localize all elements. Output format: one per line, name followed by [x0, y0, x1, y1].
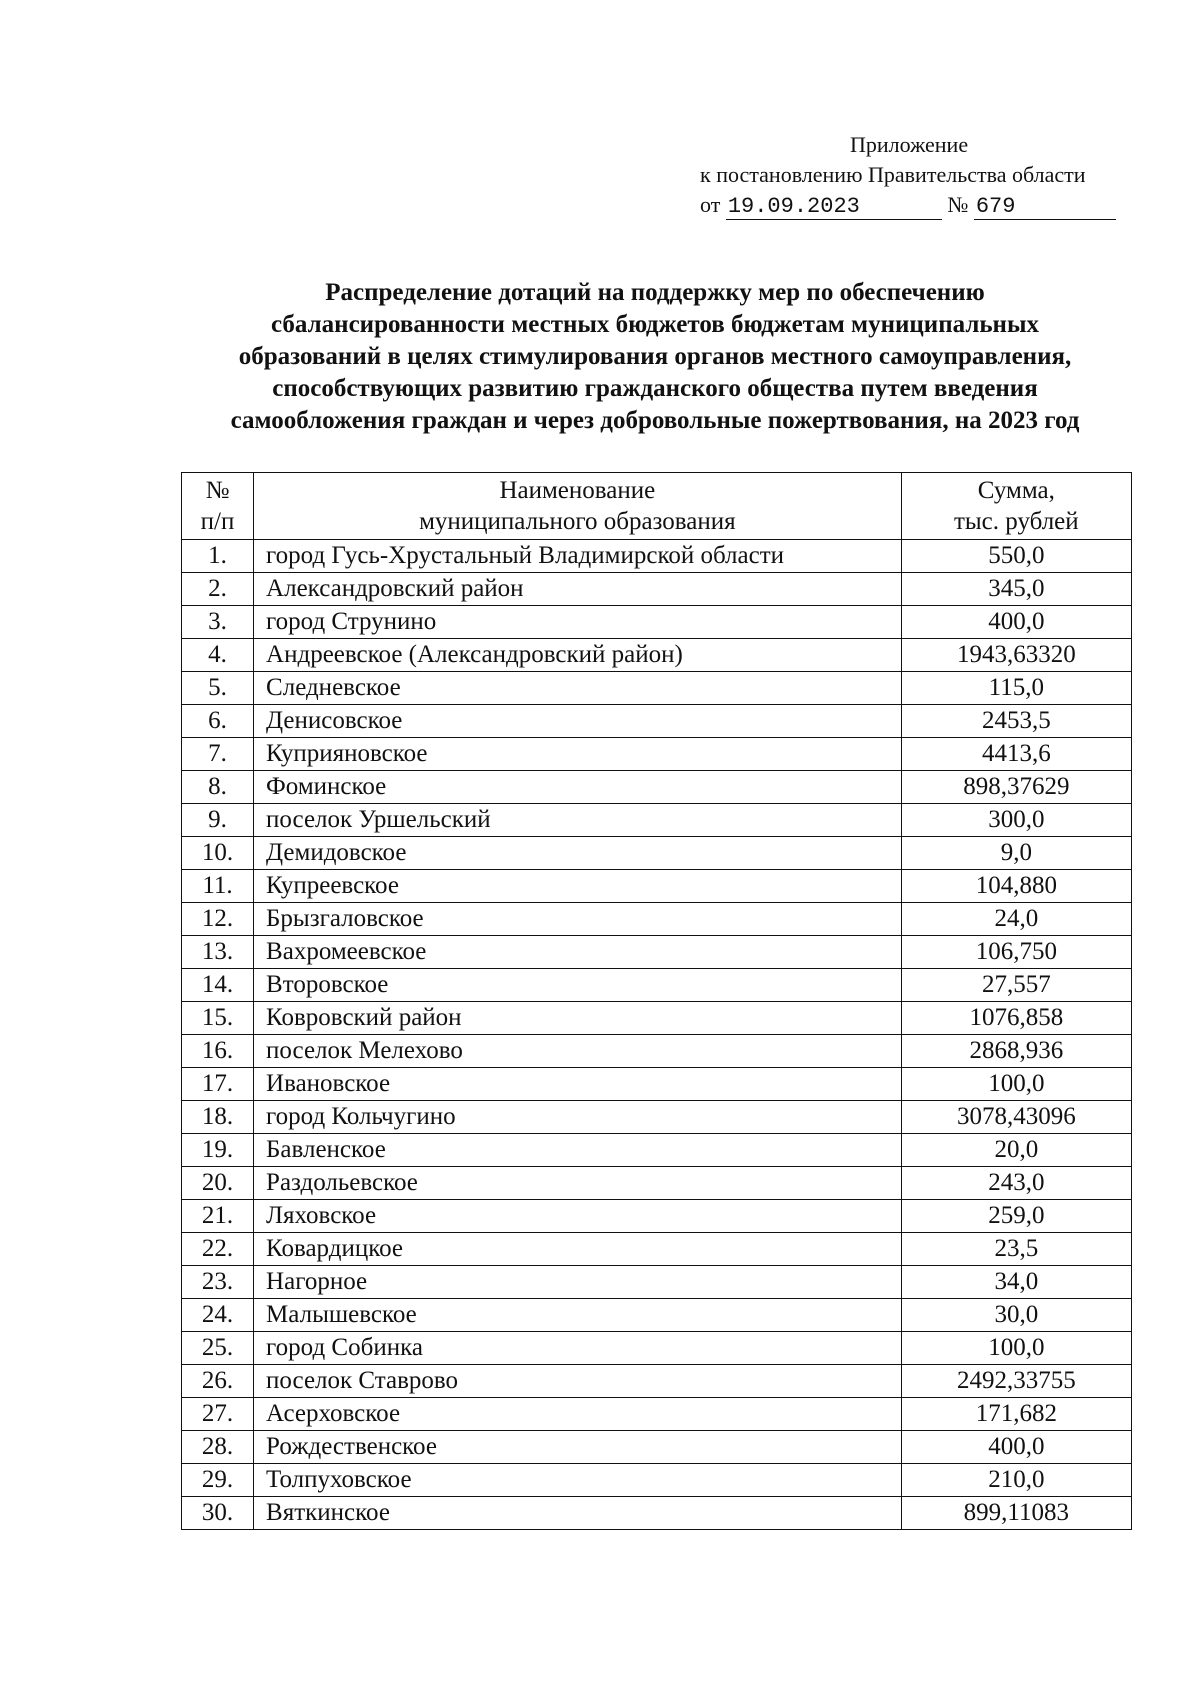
row-number: 2.: [182, 573, 254, 606]
row-number: 20.: [182, 1167, 254, 1200]
allocation-sum: 210,0: [901, 1464, 1131, 1497]
appendix-heading: Приложение: [850, 132, 969, 157]
allocation-sum: 115,0: [901, 672, 1131, 705]
table-row: [182, 540, 1132, 573]
row-number: 26.: [182, 1365, 254, 1398]
municipality-name: Следневское: [254, 672, 902, 705]
allocation-sum: 171,682: [901, 1398, 1131, 1431]
header-number-line1: №: [205, 477, 230, 504]
row-number: 15.: [182, 1002, 254, 1035]
municipality-name: Ковардицкое: [254, 1233, 902, 1266]
allocation-sum: 30,0: [901, 1299, 1131, 1332]
table-row: [182, 1200, 1132, 1233]
appendix-date-number-line: [700, 190, 1130, 220]
table-row: [182, 672, 1132, 705]
municipality-name: поселок Ставрово: [254, 1365, 902, 1398]
header-name-line2: муниципального образования: [419, 508, 736, 535]
table-header-row: [182, 473, 1132, 540]
row-number: 4.: [182, 639, 254, 672]
table-row: [182, 903, 1132, 936]
table-row: [182, 1101, 1132, 1134]
row-number: 12.: [182, 903, 254, 936]
table-row: [182, 606, 1132, 639]
table-row: [182, 1332, 1132, 1365]
municipality-name: Ковровский район: [254, 1002, 902, 1035]
allocation-sum: 550,0: [901, 540, 1131, 573]
municipality-name: город Кольчугино: [254, 1101, 902, 1134]
allocation-sum: 259,0: [901, 1200, 1131, 1233]
header-number-line2: п/п: [200, 508, 235, 535]
allocation-sum: 400,0: [901, 606, 1131, 639]
row-number: 5.: [182, 672, 254, 705]
municipality-name: Рождественское: [254, 1431, 902, 1464]
title-line: сбалансированности местных бюджетов бюджетам муниципальных: [271, 311, 1039, 338]
allocation-sum: 345,0: [901, 573, 1131, 606]
row-number: 8.: [182, 771, 254, 804]
row-number: 18.: [182, 1101, 254, 1134]
table-row: [182, 1398, 1132, 1431]
header-sum-line2: тыс. рублей: [953, 508, 1079, 535]
table-row: [182, 804, 1132, 837]
municipality-name: город Струнино: [254, 606, 902, 639]
title-line: способствующих развитию гражданского общества путем введения: [272, 375, 1038, 402]
table-row: [182, 1167, 1132, 1200]
municipality-name: поселок Мелехово: [254, 1035, 902, 1068]
table-row: [182, 573, 1132, 606]
table-body: [182, 540, 1132, 1530]
row-number: 13.: [182, 936, 254, 969]
allocation-sum: 3078,43096: [901, 1101, 1131, 1134]
header-number: [182, 473, 254, 540]
municipality-name: поселок Уршельский: [254, 804, 902, 837]
municipality-name: Андреевское (Александровский район): [254, 639, 902, 672]
allocation-sum: 2453,5: [901, 705, 1131, 738]
allocation-sum: 100,0: [901, 1068, 1131, 1101]
municipality-name: Куприяновское: [254, 738, 902, 771]
table-row: [182, 1431, 1132, 1464]
allocation-sum: 400,0: [901, 1431, 1131, 1464]
allocation-sum: 1943,63320: [901, 639, 1131, 672]
allocation-sum: 898,37629: [901, 771, 1131, 804]
row-number: 6.: [182, 705, 254, 738]
row-number: 25.: [182, 1332, 254, 1365]
table-row: [182, 1266, 1132, 1299]
date-prefix: от: [700, 192, 721, 217]
title-line: Распределение дотаций на поддержку мер по обеспечению: [325, 279, 985, 306]
row-number: 21.: [182, 1200, 254, 1233]
table-row: [182, 1365, 1132, 1398]
row-number: 9.: [182, 804, 254, 837]
resolution-date: 19.09.2023: [726, 195, 942, 220]
row-number: 29.: [182, 1464, 254, 1497]
row-number: 16.: [182, 1035, 254, 1068]
municipality-name: Асерховское: [254, 1398, 902, 1431]
municipality-name: Бавленское: [254, 1134, 902, 1167]
table-row: [182, 1299, 1132, 1332]
table-row: [182, 1233, 1132, 1266]
table-row: [182, 738, 1132, 771]
allocation-sum: 1076,858: [901, 1002, 1131, 1035]
row-number: 14.: [182, 969, 254, 1002]
municipality-name: Демидовское: [254, 837, 902, 870]
allocation-sum: 27,557: [901, 969, 1131, 1002]
header-name: [254, 473, 902, 540]
table-row: [182, 1497, 1132, 1530]
table-row: [182, 1464, 1132, 1497]
allocation-sum: 106,750: [901, 936, 1131, 969]
allocation-sum: 104,880: [901, 870, 1131, 903]
municipality-name: Второвское: [254, 969, 902, 1002]
allocation-sum: 9,0: [901, 837, 1131, 870]
allocation-sum: 20,0: [901, 1134, 1131, 1167]
document-title: [170, 277, 1140, 437]
allocation-sum: 4413,6: [901, 738, 1131, 771]
allocation-sum: 23,5: [901, 1233, 1131, 1266]
row-number: 1.: [182, 540, 254, 573]
municipality-name: Нагорное: [254, 1266, 902, 1299]
municipality-name: Купреевское: [254, 870, 902, 903]
table-row: [182, 870, 1132, 903]
resolution-number: 679: [974, 195, 1116, 220]
table-row: [182, 1035, 1132, 1068]
row-number: 28.: [182, 1431, 254, 1464]
row-number: 24.: [182, 1299, 254, 1332]
row-number: 11.: [182, 870, 254, 903]
municipality-name: Малышевское: [254, 1299, 902, 1332]
title-line: самообложения граждан и через добровольные пожертвования, на 2023 год: [230, 407, 1080, 434]
table-row: [182, 837, 1132, 870]
row-number: 30.: [182, 1497, 254, 1530]
municipality-name: город Гусь-Хрустальный Владимирской области: [254, 540, 902, 573]
appendix-block: [700, 130, 1130, 220]
allocation-sum: 24,0: [901, 903, 1131, 936]
table-row: [182, 936, 1132, 969]
header-name-line1: Наименование: [499, 477, 656, 504]
allocation-sum: 100,0: [901, 1332, 1131, 1365]
municipality-name: Толпуховское: [254, 1464, 902, 1497]
table-row: [182, 1068, 1132, 1101]
table-row: [182, 705, 1132, 738]
table-row: [182, 771, 1132, 804]
row-number: 22.: [182, 1233, 254, 1266]
municipality-name: Ляховское: [254, 1200, 902, 1233]
row-number: 3.: [182, 606, 254, 639]
allocation-sum: 2492,33755: [901, 1365, 1131, 1398]
allocation-sum: 300,0: [901, 804, 1131, 837]
municipality-name: Вяткинское: [254, 1497, 902, 1530]
municipality-name: Раздольевское: [254, 1167, 902, 1200]
municipality-name: Денисовское: [254, 705, 902, 738]
row-number: 17.: [182, 1068, 254, 1101]
appendix-resolution-ref: к постановлению Правительства области: [700, 162, 1086, 187]
municipality-name: Александровский район: [254, 573, 902, 606]
number-prefix: №: [947, 192, 969, 217]
table-row: [182, 1134, 1132, 1167]
allocation-sum: 243,0: [901, 1167, 1131, 1200]
allocation-sum: 34,0: [901, 1266, 1131, 1299]
row-number: 10.: [182, 837, 254, 870]
row-number: 23.: [182, 1266, 254, 1299]
header-sum-line1: Сумма,: [977, 477, 1055, 504]
allocation-sum: 2868,936: [901, 1035, 1131, 1068]
title-line: образований в целях стимулирования органов местного самоуправления,: [238, 343, 1072, 370]
table-row: [182, 969, 1132, 1002]
allocation-table: [181, 472, 1132, 1530]
row-number: 19.: [182, 1134, 254, 1167]
table-row: [182, 1002, 1132, 1035]
municipality-name: Ивановское: [254, 1068, 902, 1101]
header-sum: [901, 473, 1131, 540]
row-number: 7.: [182, 738, 254, 771]
municipality-name: Брызгаловское: [254, 903, 902, 936]
allocation-sum: 899,11083: [901, 1497, 1131, 1530]
row-number: 27.: [182, 1398, 254, 1431]
table-row: [182, 639, 1132, 672]
municipality-name: Вахромеевское: [254, 936, 902, 969]
municipality-name: Фоминское: [254, 771, 902, 804]
municipality-name: город Собинка: [254, 1332, 902, 1365]
